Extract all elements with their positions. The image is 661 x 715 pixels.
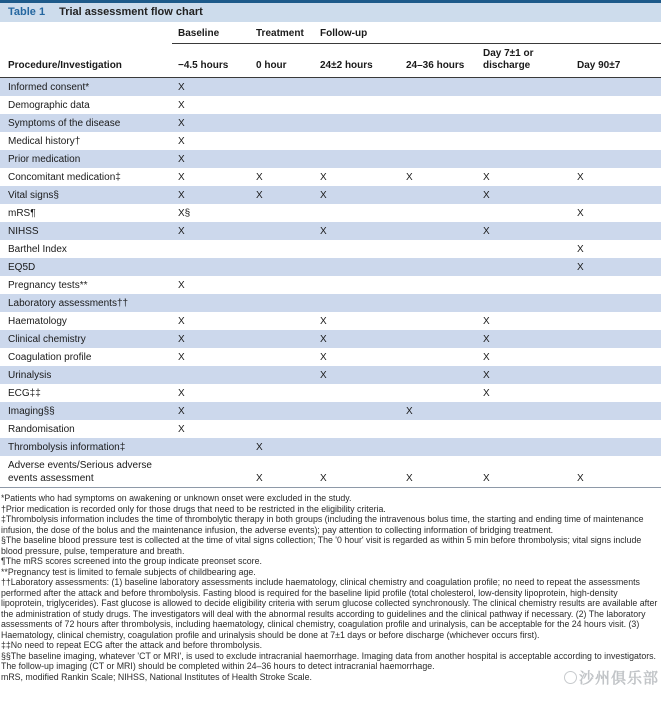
mark-cell-24plus2: X bbox=[314, 456, 400, 488]
table-row bbox=[0, 294, 661, 312]
mark-cell-day7 bbox=[477, 132, 571, 150]
footnote-item: §§The baseline imaging, whatever 'CT or MRI', is used to exclude intracranial haemorrhage. Imaging data from another hospital is acceptable according to investigators. The follow-up imaging (CT or MRI) should be completed within 24–36 hours to detect intracranial haemorrhage. bbox=[1, 650, 657, 671]
mark-cell-24plus2: X bbox=[320, 333, 327, 345]
row-label: Thrombolysis information‡ bbox=[8, 441, 126, 453]
table-row bbox=[0, 330, 661, 348]
mark-cell-0-hour bbox=[250, 294, 314, 312]
mark-cell-baseline: X§ bbox=[178, 207, 191, 219]
mark-cell-0-hour bbox=[250, 330, 314, 348]
mark-cell-day7: X bbox=[483, 225, 490, 237]
mark-cell-0-hour bbox=[250, 150, 314, 168]
mark-cell-baseline bbox=[172, 366, 250, 384]
mark-cell-day90: X bbox=[577, 243, 584, 255]
mark-cell-day90 bbox=[571, 186, 661, 204]
table-row bbox=[0, 204, 661, 222]
mark-cell-day90 bbox=[571, 222, 661, 240]
mark-cell-day7: X bbox=[483, 189, 490, 201]
mark-cell-0-hour bbox=[250, 366, 314, 384]
mark-cell-24-36: X bbox=[400, 456, 477, 488]
mark-cell-24plus2: X bbox=[320, 225, 327, 237]
assessment-flow-table bbox=[0, 26, 661, 488]
mark-cell-day90 bbox=[571, 438, 661, 456]
mark-cell-24-36 bbox=[400, 240, 477, 258]
column-header-procedure: Procedure/Investigation bbox=[0, 44, 172, 78]
row-label: Imaging§§ bbox=[8, 405, 55, 417]
mark-cell-day7 bbox=[477, 402, 571, 420]
mark-cell-baseline: X bbox=[178, 423, 185, 435]
mark-cell-day90 bbox=[571, 294, 661, 312]
mark-cell-24plus2 bbox=[314, 78, 400, 97]
mark-cell-day7 bbox=[477, 114, 571, 132]
mark-cell-day90 bbox=[571, 114, 661, 132]
mark-cell-day7 bbox=[477, 150, 571, 168]
row-label: Demographic data bbox=[8, 99, 90, 111]
row-label: Randomisation bbox=[8, 423, 75, 435]
mark-cell-24-36 bbox=[400, 420, 477, 438]
mark-cell-day90: X bbox=[577, 207, 584, 219]
table-row bbox=[0, 150, 661, 168]
footnote-item: **Pregnancy test is limited to female subjects of childbearing age. bbox=[1, 566, 256, 577]
table-row bbox=[0, 258, 661, 276]
mark-cell-day7: X bbox=[483, 369, 490, 381]
mark-cell-24-36 bbox=[400, 150, 477, 168]
mark-cell-day90 bbox=[571, 366, 661, 384]
mark-cell-0-hour: X bbox=[250, 456, 314, 488]
row-label: EQ5D bbox=[8, 261, 36, 273]
mark-cell-0-hour bbox=[250, 348, 314, 366]
table-row bbox=[0, 168, 661, 186]
mark-cell-day90 bbox=[571, 150, 661, 168]
mark-cell-24plus2: X bbox=[320, 171, 327, 183]
table-row bbox=[0, 402, 661, 420]
footnote-item: ‡Thrombolysis information includes the time of thrombolytic therapy in both groups (including the intravenous bolus time, the starting and ending time of maintenance infusion, the dose of the bolus and the maintenance infusion, the adverse events); pay attention to collecting information of bridging treatment. bbox=[1, 514, 644, 535]
column-header-minus4-5-hours: −4.5 hours bbox=[172, 44, 250, 78]
footnote-item: †Prior medication is recorded only for those drugs that need to be restricted in the eligibility criteria. bbox=[1, 503, 386, 514]
row-label: Clinical chemistry bbox=[8, 333, 86, 345]
mark-cell-baseline: X bbox=[178, 117, 185, 129]
mark-cell-day90: X bbox=[571, 456, 661, 488]
table-row bbox=[0, 240, 661, 258]
mark-cell-0-hour bbox=[250, 276, 314, 294]
mark-cell-baseline bbox=[172, 294, 250, 312]
mark-cell-baseline: X bbox=[178, 153, 185, 165]
mark-cell-24plus2 bbox=[314, 96, 400, 114]
mark-cell-0-hour: X bbox=[256, 441, 263, 453]
mark-cell-24-36 bbox=[400, 366, 477, 384]
row-label: Urinalysis bbox=[8, 369, 52, 381]
mark-cell-baseline: X bbox=[178, 387, 185, 399]
group-header-baseline: Baseline bbox=[172, 26, 250, 44]
row-label: Concomitant medication‡ bbox=[8, 171, 121, 183]
mark-cell-day90 bbox=[571, 330, 661, 348]
row-label: Barthel Index bbox=[8, 243, 67, 255]
mark-cell-day90 bbox=[571, 96, 661, 114]
mark-cell-day90 bbox=[571, 276, 661, 294]
footnote-item: ‡‡No need to repeat ECG after the attack and before thrombolysis. bbox=[1, 640, 263, 650]
mark-cell-24-36 bbox=[400, 132, 477, 150]
mark-cell-day90: X bbox=[577, 261, 584, 273]
table-title-bar bbox=[0, 0, 661, 22]
mark-cell-24-36 bbox=[400, 186, 477, 204]
table-row bbox=[0, 132, 661, 150]
footnote-item: *Patients who had symptoms on awakening or unknown onset were excluded in the study. bbox=[1, 493, 352, 503]
table-row bbox=[0, 366, 661, 384]
mark-cell-24-36 bbox=[400, 330, 477, 348]
row-label: ECG‡‡ bbox=[8, 387, 41, 399]
mark-cell-0-hour bbox=[250, 132, 314, 150]
mark-cell-baseline: X bbox=[178, 135, 185, 147]
table-row bbox=[0, 186, 661, 204]
table-title-text: Trial assessment flow chart bbox=[59, 6, 203, 18]
mark-cell-24plus2 bbox=[314, 276, 400, 294]
row-label: Laboratory assessments†† bbox=[8, 297, 129, 309]
row-label: Haematology bbox=[8, 315, 67, 327]
mark-cell-24plus2 bbox=[314, 294, 400, 312]
row-label: Prior medication bbox=[8, 153, 81, 165]
mark-cell-0-hour: X bbox=[256, 171, 263, 183]
table-body bbox=[0, 78, 661, 488]
row-label: Pregnancy tests** bbox=[8, 279, 88, 291]
footnote-item: mRS, modified Rankin Scale; NIHSS, National Institutes of Health Stroke Scale. bbox=[1, 671, 312, 682]
mark-cell-day90 bbox=[571, 420, 661, 438]
footnote-item: ††Laboratory assessments: (1) baseline laboratory assessments include haematology, clinical chemistry and coagulation profile; no need to repeat the assessments performed after the attack and before thrombolysis. Fasting blood is required for the baseline lipid profile (total cholesterol, low-density lipoprotein, high-density lipoprotein, triglycerides). Fast glucose is allowed to decide eligibility criteria with serum glucose collected synchronously. The clinical chemistry results are available after the administration of study drugs. The investigators will deal with the abnormal results according to guidelines and the clinical pathway if necessary. (2) The laboratory assessments of 72 hours after thrombolysis, including haematology, clinical chemistry, coagulation profile and urinalysis, can be acceptable for the 24 hours visit. (3) Haematology, clinical chemistry, coagulation profile and urinalysis should be done at 7±1 days or before discharge (whichever occurs first). bbox=[1, 577, 658, 640]
mark-cell-baseline: X bbox=[178, 99, 185, 111]
mark-cell-day7 bbox=[477, 240, 571, 258]
mark-cell-baseline: X bbox=[178, 405, 185, 417]
group-header-row bbox=[0, 26, 661, 44]
mark-cell-24-36 bbox=[400, 294, 477, 312]
mark-cell-24-36 bbox=[400, 258, 477, 276]
mark-cell-0-hour bbox=[250, 384, 314, 402]
mark-cell-day7: X bbox=[477, 456, 571, 488]
mark-cell-24plus2 bbox=[314, 402, 400, 420]
mark-cell-24-36: X bbox=[406, 405, 413, 417]
mark-cell-24-36 bbox=[400, 78, 477, 97]
mark-cell-0-hour bbox=[250, 258, 314, 276]
row-label: Symptoms of the disease bbox=[8, 117, 121, 129]
mark-cell-baseline: X bbox=[178, 225, 185, 237]
mark-cell-day90 bbox=[571, 384, 661, 402]
mark-cell-day90: X bbox=[577, 171, 584, 183]
mark-cell-day90 bbox=[571, 78, 661, 97]
mark-cell-day90 bbox=[571, 312, 661, 330]
table-number-label: Table 1 bbox=[8, 6, 46, 18]
mark-cell-24plus2 bbox=[314, 258, 400, 276]
row-label: Adverse events/Serious adverse events assessment bbox=[0, 456, 172, 488]
mark-cell-24-36 bbox=[400, 276, 477, 294]
mark-cell-24-36 bbox=[400, 348, 477, 366]
mark-cell-day90 bbox=[571, 402, 661, 420]
column-header-24plus2-hours: 24±2 hours bbox=[314, 44, 400, 78]
mark-cell-baseline bbox=[172, 438, 250, 456]
mark-cell-0-hour bbox=[250, 222, 314, 240]
mark-cell-baseline: X bbox=[178, 171, 185, 183]
mark-cell-day7 bbox=[477, 420, 571, 438]
mark-cell-day90 bbox=[571, 348, 661, 366]
mark-cell-baseline: X bbox=[178, 81, 185, 93]
mark-cell-day7 bbox=[477, 258, 571, 276]
mark-cell-24plus2: X bbox=[320, 369, 327, 381]
footnote-item: ¶The mRS scores screened into the group indicate preonset score. bbox=[1, 556, 262, 566]
mark-cell-0-hour: X bbox=[256, 189, 263, 201]
mark-cell-day7 bbox=[477, 438, 571, 456]
row-label: Coagulation profile bbox=[8, 351, 92, 363]
table-row bbox=[0, 222, 661, 240]
row-label: mRS¶ bbox=[8, 207, 36, 219]
table-row bbox=[0, 438, 661, 456]
mark-cell-24plus2: X bbox=[320, 189, 327, 201]
mark-cell-24plus2 bbox=[314, 114, 400, 132]
column-header-24-36-hours: 24–36 hours bbox=[400, 44, 477, 78]
mark-cell-24plus2 bbox=[314, 132, 400, 150]
mark-cell-24plus2 bbox=[314, 204, 400, 222]
mark-cell-0-hour bbox=[250, 114, 314, 132]
mark-cell-0-hour bbox=[250, 240, 314, 258]
mark-cell-24plus2 bbox=[314, 240, 400, 258]
mark-cell-0-hour bbox=[250, 96, 314, 114]
table-row bbox=[0, 348, 661, 366]
table-row bbox=[0, 78, 661, 97]
mark-cell-24plus2: X bbox=[320, 351, 327, 363]
mark-cell-baseline: X bbox=[178, 333, 185, 345]
mark-cell-24-36: X bbox=[406, 171, 413, 183]
mark-cell-24-36 bbox=[400, 312, 477, 330]
mark-cell-24-36 bbox=[400, 384, 477, 402]
mark-cell-baseline: X bbox=[178, 279, 185, 291]
table-row bbox=[0, 456, 661, 488]
mark-cell-day7 bbox=[477, 78, 571, 97]
mark-cell-0-hour bbox=[250, 312, 314, 330]
mark-cell-day7: X bbox=[483, 387, 490, 399]
mark-cell-baseline bbox=[172, 456, 250, 488]
table-row bbox=[0, 96, 661, 114]
mark-cell-24plus2 bbox=[314, 420, 400, 438]
table-row bbox=[0, 114, 661, 132]
mark-cell-day7 bbox=[477, 204, 571, 222]
mark-cell-baseline: X bbox=[178, 351, 185, 363]
mark-cell-0-hour bbox=[250, 402, 314, 420]
column-header-row bbox=[0, 44, 661, 78]
table-header bbox=[0, 26, 661, 78]
mark-cell-day7: X bbox=[483, 315, 490, 327]
mark-cell-0-hour bbox=[250, 78, 314, 97]
mark-cell-baseline bbox=[172, 240, 250, 258]
column-header-0-hour: 0 hour bbox=[250, 44, 314, 78]
mark-cell-baseline: X bbox=[178, 189, 185, 201]
table-row bbox=[0, 312, 661, 330]
row-label: Informed consent* bbox=[8, 81, 90, 93]
footnotes-block bbox=[0, 488, 661, 682]
mark-cell-24plus2 bbox=[314, 384, 400, 402]
mark-cell-24plus2 bbox=[314, 150, 400, 168]
mark-cell-day90 bbox=[571, 132, 661, 150]
mark-cell-24-36 bbox=[400, 222, 477, 240]
mark-cell-day7: X bbox=[483, 351, 490, 363]
mark-cell-24plus2 bbox=[314, 438, 400, 456]
column-header-day90: Day 90±7 bbox=[571, 44, 661, 78]
group-header-spacer bbox=[0, 26, 172, 44]
mark-cell-0-hour bbox=[250, 420, 314, 438]
mark-cell-24-36 bbox=[400, 114, 477, 132]
table-row bbox=[0, 420, 661, 438]
mark-cell-baseline: X bbox=[178, 315, 185, 327]
mark-cell-baseline bbox=[172, 258, 250, 276]
footnote-item: §The baseline blood pressure test is collected at the time of vital signs collection; The '0 hour' visit is regarded as within 5 min before thrombolysis; vital signs include blood pressure, pulse, temperature and breath. bbox=[1, 535, 642, 556]
mark-cell-0-hour bbox=[250, 204, 314, 222]
table-row bbox=[0, 384, 661, 402]
mark-cell-24-36 bbox=[400, 204, 477, 222]
group-header-followup: Follow-up bbox=[314, 26, 661, 44]
mark-cell-24plus2: X bbox=[320, 315, 327, 327]
mark-cell-day7 bbox=[477, 96, 571, 114]
mark-cell-24-36 bbox=[400, 96, 477, 114]
mark-cell-24-36 bbox=[400, 438, 477, 456]
row-label: NIHSS bbox=[8, 225, 39, 237]
mark-cell-day7: X bbox=[483, 333, 490, 345]
mark-cell-day7 bbox=[477, 294, 571, 312]
group-header-treatment: Treatment bbox=[250, 26, 314, 44]
mark-cell-day7 bbox=[477, 276, 571, 294]
column-header-day7-discharge: Day 7±1 or discharge bbox=[477, 44, 571, 78]
row-label: Vital signs§ bbox=[8, 189, 59, 201]
mark-cell-day7: X bbox=[483, 171, 490, 183]
watermark-text: 沙州俱乐部 bbox=[578, 670, 659, 687]
table-row bbox=[0, 276, 661, 294]
row-label: Medical history† bbox=[8, 135, 81, 147]
